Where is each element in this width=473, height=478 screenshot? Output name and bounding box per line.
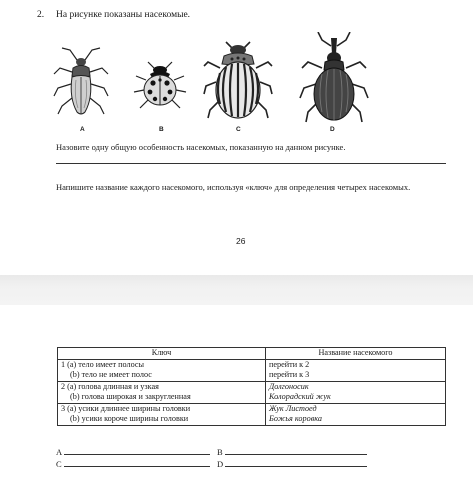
answer-c-label: C [56,459,62,469]
answer-c [56,458,210,469]
answer-d-field[interactable] [225,458,367,467]
insect-label-d: D [330,126,335,133]
answer-a-field[interactable] [64,446,210,455]
table-row [58,392,446,403]
answer-d [217,458,367,469]
identification-key-table [57,347,446,426]
weevil-icon [298,32,370,124]
answer-a [56,446,210,457]
key-cell: 2 (a) голова длинная и узкая [58,381,266,392]
table-row [58,370,446,381]
answer-b-label: B [217,447,223,457]
name-cell: Жук Листоед [266,403,446,414]
question-number: 2. [37,10,45,20]
answer-line [56,163,446,164]
question-prompt-feature: Назовите одну общую особенность насекомых, показанную на данном рисунке. [56,142,346,152]
key-cell: 1 (a) тело имеет полосы [58,359,266,370]
answer-a-label: A [56,447,62,457]
answer-c-field[interactable] [64,458,210,467]
insect-label-a: A [80,126,85,133]
answer-d-label: D [217,459,224,469]
key-cell: 3 (a) усики длиннее ширины головки [58,403,266,414]
name-column-header: Название насекомого [266,348,446,360]
name-cell: перейти к 3 [266,370,446,381]
answer-b-field[interactable] [225,446,367,455]
key-cell: (b) тело не имеет полос [58,370,266,381]
table-row [58,414,446,425]
insect-label-c: C [236,126,241,133]
table-row [58,381,446,392]
colorado-beetle-icon [202,40,274,122]
table-header-row [58,348,446,360]
page-gap [0,275,473,305]
name-cell: перейти к 2 [266,359,446,370]
key-cell: (b) голова широкая и закругленная [58,392,266,403]
name-cell: Божья коровка [266,414,446,425]
long-beetle-icon [52,46,110,118]
table-row [58,403,446,414]
key-column-header: Ключ [58,348,266,360]
ladybird-icon [132,60,188,112]
insect-figure [40,32,440,142]
question-prompt-names: Напишите название каждого насекомого, используя «ключ» для определения четырех насекомых. [56,182,411,192]
page-number: 26 [236,236,246,246]
table-row [58,359,446,370]
key-cell: (b) усики короче ширины головки [58,414,266,425]
question-text: На рисунке показаны насекомые. [56,10,191,20]
name-cell: Долгоносик [266,381,446,392]
name-cell: Колорадский жук [266,392,446,403]
answer-b [217,446,367,457]
insect-label-b: B [159,126,164,133]
